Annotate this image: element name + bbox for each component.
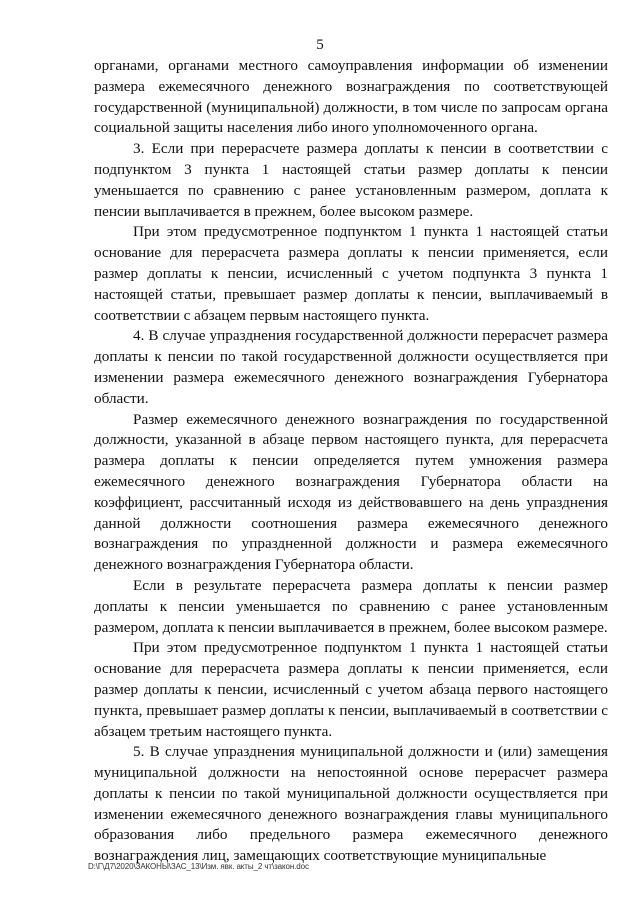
- paragraph-continuation: органами, органами местного самоуправления информации об изменении размера ежемесячного денежного вознаграждения по соответствующей государственной (муниципальной) должности, в том числе по запросам органа социальной защиты населения либо иного уполномоченного органа.: [94, 57, 608, 137]
- paragraph-item-4: 4. В случае упразднения государственной должности перерасчет размера доплаты к пенсии по такой государственной должности осуществляется при изменении размера ежемесячного денежного вознаграждения Губернатора области.: [94, 327, 608, 407]
- footer-file-path: D:\Г\Д7\2020\ЗАКОНЫ\ЗАС_13\Изм. явк. акты_2 чт\закон.doc: [88, 862, 309, 871]
- paragraph-item-4-note: При этом предусмотренное подпунктом 1 пункта 1 настоящей статьи основание для перерасчета размера доплаты к пенсии применяется, если размер доплаты к пенсии, исчисленный с учетом абзаца первого настоящего пункта, превышает размер доплаты к пенсии, выплачиваемый в соответствии с абзацем третьим настоящего пункта.: [94, 639, 608, 740]
- paragraph-item-3-note: При этом предусмотренное подпунктом 1 пункта 1 настоящей статьи основание для перерасчета размера доплаты к пенсии применяется, если размер доплаты к пенсии, исчисленный с учетом подпункта 3 пункта 1 настоящей статьи, превышает размер доплаты к пенсии, выплачиваемый в соответствии с абзацем первым настоящего пункта.: [94, 223, 608, 324]
- paragraph-item-4-recalc: Если в результате перерасчета размера доплаты к пенсии размер доплаты к пенсии уменьшается по сравнению с ранее установленным размером, доплата к пенсии выплачивается в прежнем, более высоком размере.: [94, 576, 608, 636]
- document-body: [94, 56, 608, 867]
- paragraph-item-4-size: Размер ежемесячного денежного вознаграждения по государственной должности, указанной в абзаце первом настоящего пункта, для перерасчета размера доплаты к пенсии определяется путем умножения размера ежемесячного денежного вознаграждения Губернатора области на коэффициент, рассчитанный исходя из действовавшего на день упразднения данной должности соотношения размера ежемесячного денежного вознаграждения по упраздненной должности и размера ежемесячного денежного вознаграждения Губернатора области.: [94, 410, 608, 574]
- paragraph-item-5: 5. В случае упразднения муниципальной должности и (или) замещения муниципальной должности на непостоянной основе перерасчет размера доплаты к пенсии по такой муниципальной должности осуществляется при изменении ежемесячного денежного вознаграждения главы муниципального образования либо предельного размера ежемесячного денежного вознаграждения лиц, замещающих соответствующие муниципальные: [94, 743, 608, 865]
- paragraph-item-3: 3. Если при перерасчете размера доплаты к пенсии в соответствии с подпунктом 3 пункта 1 настоящей статьи размер доплаты к пенсии уменьшается по сравнению с ранее установленным размером, доплата к пенсии выплачивается в прежнем, более высоком размере.: [94, 140, 608, 220]
- page-number: 5: [316, 37, 324, 53]
